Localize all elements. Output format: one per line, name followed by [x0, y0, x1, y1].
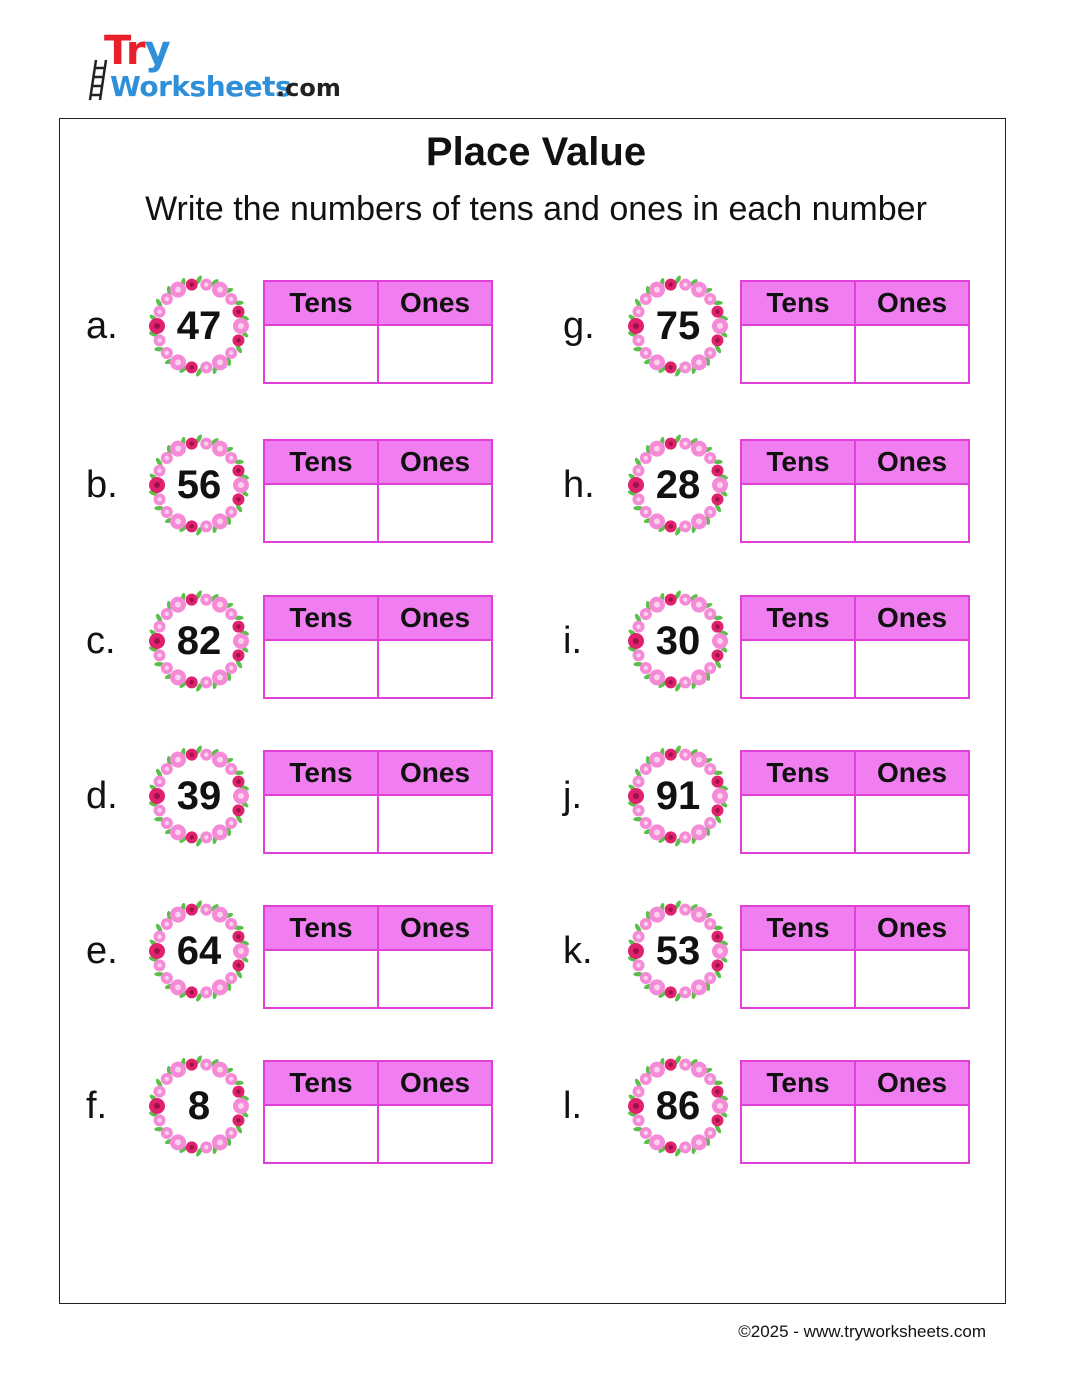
number-wreath — [145, 1052, 253, 1160]
tens-header: Tens — [741, 1061, 855, 1105]
ones-answer-box[interactable] — [378, 795, 492, 853]
copyright-footer: ©2025 - www.tryworksheets.com — [738, 1322, 986, 1341]
ones-header: Ones — [378, 281, 492, 325]
tens-header: Tens — [741, 596, 855, 640]
number-wreath — [624, 272, 732, 380]
page-title: Place Value — [425, 130, 647, 174]
tens-answer-box[interactable] — [264, 640, 378, 698]
tens-answer-box[interactable] — [264, 325, 378, 383]
tens-answer-box[interactable] — [264, 1105, 378, 1163]
ones-answer-box[interactable] — [378, 950, 492, 1008]
problem-number: 64 — [176, 929, 222, 973]
tens-answer-box[interactable] — [741, 640, 855, 698]
tens-answer-box[interactable] — [741, 795, 855, 853]
tens-header: Tens — [741, 906, 855, 950]
ones-header: Ones — [378, 440, 492, 484]
logo-try-text: Try — [104, 28, 170, 74]
number-wreath — [624, 1052, 732, 1160]
number-wreath — [145, 742, 253, 850]
problem-label: b. — [86, 464, 118, 506]
tens-header: Tens — [264, 751, 378, 795]
problem-number: 39 — [176, 774, 222, 818]
problem-number: 56 — [176, 463, 222, 507]
ones-header: Ones — [855, 440, 969, 484]
problem-label: k. — [563, 930, 593, 972]
logo-com-text: .com — [276, 74, 341, 102]
ones-answer-box[interactable] — [855, 1105, 969, 1163]
place-value-table — [740, 439, 970, 543]
ones-header: Ones — [378, 906, 492, 950]
number-wreath — [624, 897, 732, 1005]
number-wreath — [624, 742, 732, 850]
tens-answer-box[interactable] — [741, 1105, 855, 1163]
ones-header: Ones — [855, 1061, 969, 1105]
problem-label: h. — [563, 464, 595, 506]
problem-number: 53 — [655, 929, 701, 973]
tens-header: Tens — [741, 751, 855, 795]
place-value-table — [263, 439, 493, 543]
tens-header: Tens — [264, 440, 378, 484]
problem-label: j. — [563, 775, 582, 817]
place-value-table — [263, 750, 493, 854]
tens-answer-box[interactable] — [264, 950, 378, 1008]
problem-number: 47 — [176, 304, 222, 348]
number-wreath — [145, 272, 253, 380]
tens-answer-box[interactable] — [264, 484, 378, 542]
place-value-table — [263, 280, 493, 384]
ones-header: Ones — [378, 751, 492, 795]
place-value-table — [740, 1060, 970, 1164]
problem-number: 82 — [176, 619, 222, 663]
ones-answer-box[interactable] — [855, 795, 969, 853]
number-wreath — [624, 431, 732, 539]
ones-answer-box[interactable] — [855, 640, 969, 698]
problem-label: l. — [563, 1085, 582, 1127]
ones-header: Ones — [855, 281, 969, 325]
number-wreath — [145, 897, 253, 1005]
problem-number: 75 — [655, 304, 701, 348]
problem-number: 91 — [655, 774, 701, 818]
ones-header: Ones — [855, 596, 969, 640]
tens-header: Tens — [264, 596, 378, 640]
problem-label: e. — [86, 930, 118, 972]
problem-number: 86 — [655, 1084, 701, 1128]
ones-header: Ones — [378, 1061, 492, 1105]
tens-header: Tens — [741, 281, 855, 325]
problem-label: f. — [86, 1085, 108, 1127]
place-value-table — [263, 905, 493, 1009]
tens-answer-box[interactable] — [741, 484, 855, 542]
ones-answer-box[interactable] — [378, 1105, 492, 1163]
number-wreath — [145, 587, 253, 695]
logo-worksheets-text: Worksheets — [110, 70, 292, 103]
tens-header: Tens — [741, 440, 855, 484]
tens-answer-box[interactable] — [264, 795, 378, 853]
problem-label: d. — [86, 775, 118, 817]
ones-header: Ones — [378, 596, 492, 640]
ones-answer-box[interactable] — [855, 484, 969, 542]
place-value-table — [740, 905, 970, 1009]
problem-label: g. — [563, 305, 595, 347]
problem-number: 30 — [655, 619, 701, 663]
problem-label: c. — [86, 620, 116, 662]
place-value-table — [263, 595, 493, 699]
ones-answer-box[interactable] — [855, 950, 969, 1008]
tens-header: Tens — [264, 281, 378, 325]
problem-label: i. — [563, 620, 582, 662]
place-value-table — [263, 1060, 493, 1164]
ones-answer-box[interactable] — [378, 640, 492, 698]
ones-answer-box[interactable] — [378, 325, 492, 383]
tens-header: Tens — [264, 906, 378, 950]
problem-number: 28 — [655, 463, 701, 507]
problem-label: a. — [86, 305, 118, 347]
problem-number: 8 — [187, 1084, 211, 1128]
instructions: Write the numbers of tens and ones in each number — [145, 190, 927, 228]
site-logo — [88, 28, 341, 108]
ones-answer-box[interactable] — [378, 484, 492, 542]
ones-header: Ones — [855, 906, 969, 950]
place-value-table — [740, 595, 970, 699]
tens-answer-box[interactable] — [741, 950, 855, 1008]
number-wreath — [145, 431, 253, 539]
number-wreath — [624, 587, 732, 695]
place-value-table — [740, 280, 970, 384]
ones-header: Ones — [855, 751, 969, 795]
tens-header: Tens — [264, 1061, 378, 1105]
place-value-table — [740, 750, 970, 854]
ones-answer-box[interactable] — [855, 325, 969, 383]
tens-answer-box[interactable] — [741, 325, 855, 383]
